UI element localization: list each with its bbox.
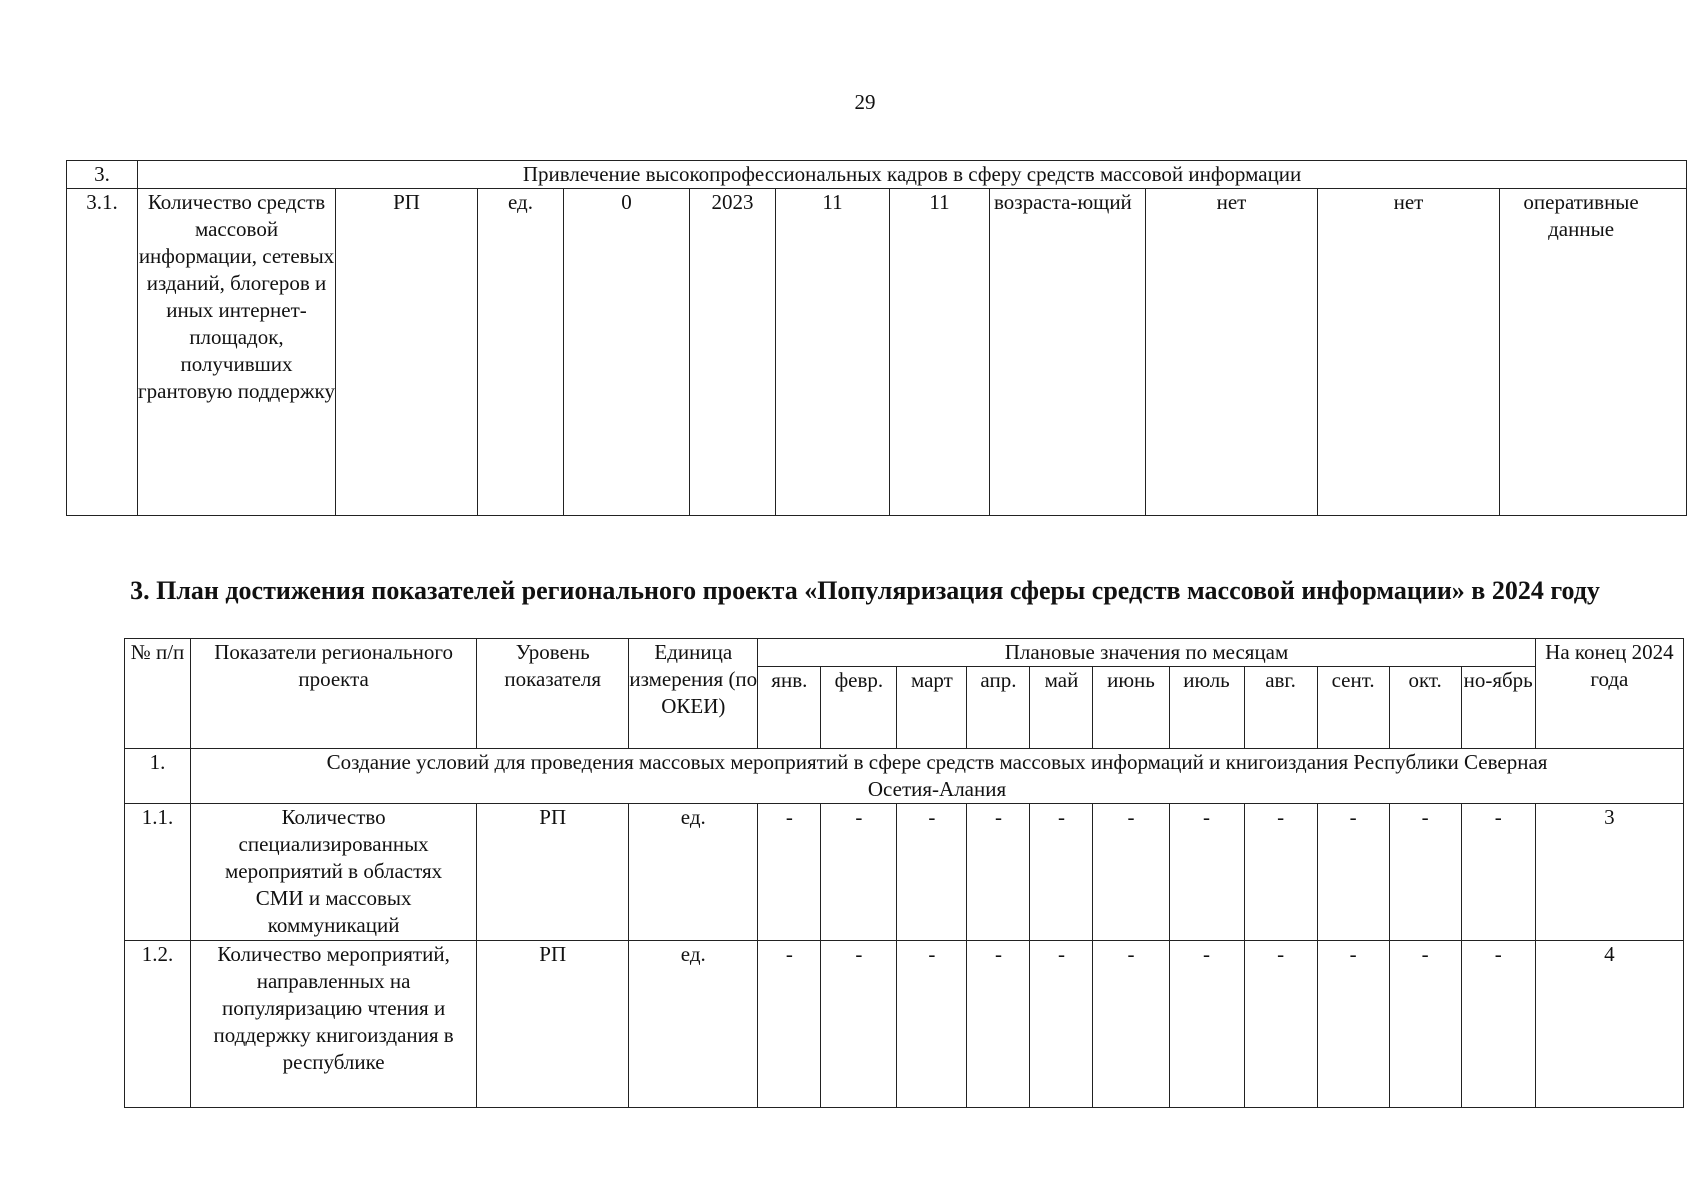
month-value: - [1461,941,1535,1108]
end-of-year-value: 3 [1535,804,1683,941]
row-number: 1.1. [125,804,191,941]
header-end: На конец 2024 года [1535,639,1683,749]
month-sep: сент. [1317,667,1389,749]
column-b: нет [1318,189,1500,516]
end-of-year-value: 4 [1535,941,1683,1108]
month-oct: окт. [1389,667,1461,749]
month-value: - [758,941,821,1108]
header-level: Уровень показателя [477,639,629,749]
month-value: - [1030,804,1093,941]
month-value: - [821,941,897,1108]
value-b: 11 [890,189,990,516]
month-value: - [1244,804,1317,941]
value-a: 11 [776,189,890,516]
header-num: № п/п [125,639,191,749]
indicator-unit: ед. [629,804,758,941]
header-indicator: Показатели регионального проекта [191,639,477,749]
section-title: Привлечение высокопрофессиональных кадров в сферу средств массовой информации [138,161,1687,189]
month-feb: февр. [821,667,897,749]
table-row [125,941,1684,1108]
month-value: - [1389,804,1461,941]
monthly-plan-table [124,638,1684,1108]
month-jan: янв. [758,667,821,749]
month-value: - [821,804,897,941]
month-value: - [897,804,967,941]
month-value: - [1317,941,1389,1108]
month-mar: март [897,667,967,749]
month-value: - [1093,804,1169,941]
row-number: 3.1. [67,189,138,516]
indicator-level: РП [477,804,629,941]
month-value: - [1169,941,1244,1108]
indicator-name: Количество мероприятий, направленных на популяризацию чтения и поддержку книгоиздания в республике [191,941,477,1108]
month-value: - [1389,941,1461,1108]
month-apr: апр. [967,667,1030,749]
month-value: - [1030,941,1093,1108]
section-row [125,749,1684,804]
month-nov: но-ябрь [1461,667,1535,749]
indicator-name: Количество специализированных мероприятий в областях СМИ и массовых коммуникаций [191,804,477,941]
month-value: - [1317,804,1389,941]
section-heading: 3. План достижения показателей регионального проекта «Популяризация сферы средств массовой информации» в 2024 году [130,576,1600,605]
month-may: май [1030,667,1093,749]
indicator-unit: ед. [478,189,564,516]
trend: возраста-ющий [990,189,1146,516]
section-number: 3. [67,161,138,189]
month-jun: июнь [1093,667,1169,749]
month-value: - [1461,804,1535,941]
indicator-name: Количество средств массовой информации, сетевых изданий, блогеров и иных интернет-площадок, получивших грантовую поддержку [138,189,336,516]
month-value: - [1244,941,1317,1108]
month-value: - [1093,941,1169,1108]
month-value: - [967,804,1030,941]
base-value: 0 [564,189,690,516]
column-a: нет [1146,189,1318,516]
indicator-level: РП [477,941,629,1108]
table-row [67,189,1687,516]
month-value: - [967,941,1030,1108]
indicator-unit: ед. [629,941,758,1108]
month-value: - [897,941,967,1108]
header-unit: Единица измерения (по ОКЕИ) [629,639,758,749]
table-row [125,804,1684,941]
section-number: 1. [125,749,191,804]
row-number: 1.2. [125,941,191,1108]
data-source: оперативные данные [1500,189,1687,516]
month-value: - [1169,804,1244,941]
header-planned: Плановые значения по месяцам [758,639,1535,667]
indicator-level: РП [336,189,478,516]
month-aug: авг. [1244,667,1317,749]
section-title: Создание условий для проведения массовых мероприятий в сфере средств массовых информаций и книгоиздания Республики Северная Осетия-Алания [191,749,1684,804]
indicators-table [66,160,1687,516]
header-row [125,639,1684,667]
section-row [67,161,1687,189]
month-value: - [758,804,821,941]
month-jul: июль [1169,667,1244,749]
page-number: 29 [854,90,876,114]
base-year: 2023 [690,189,776,516]
